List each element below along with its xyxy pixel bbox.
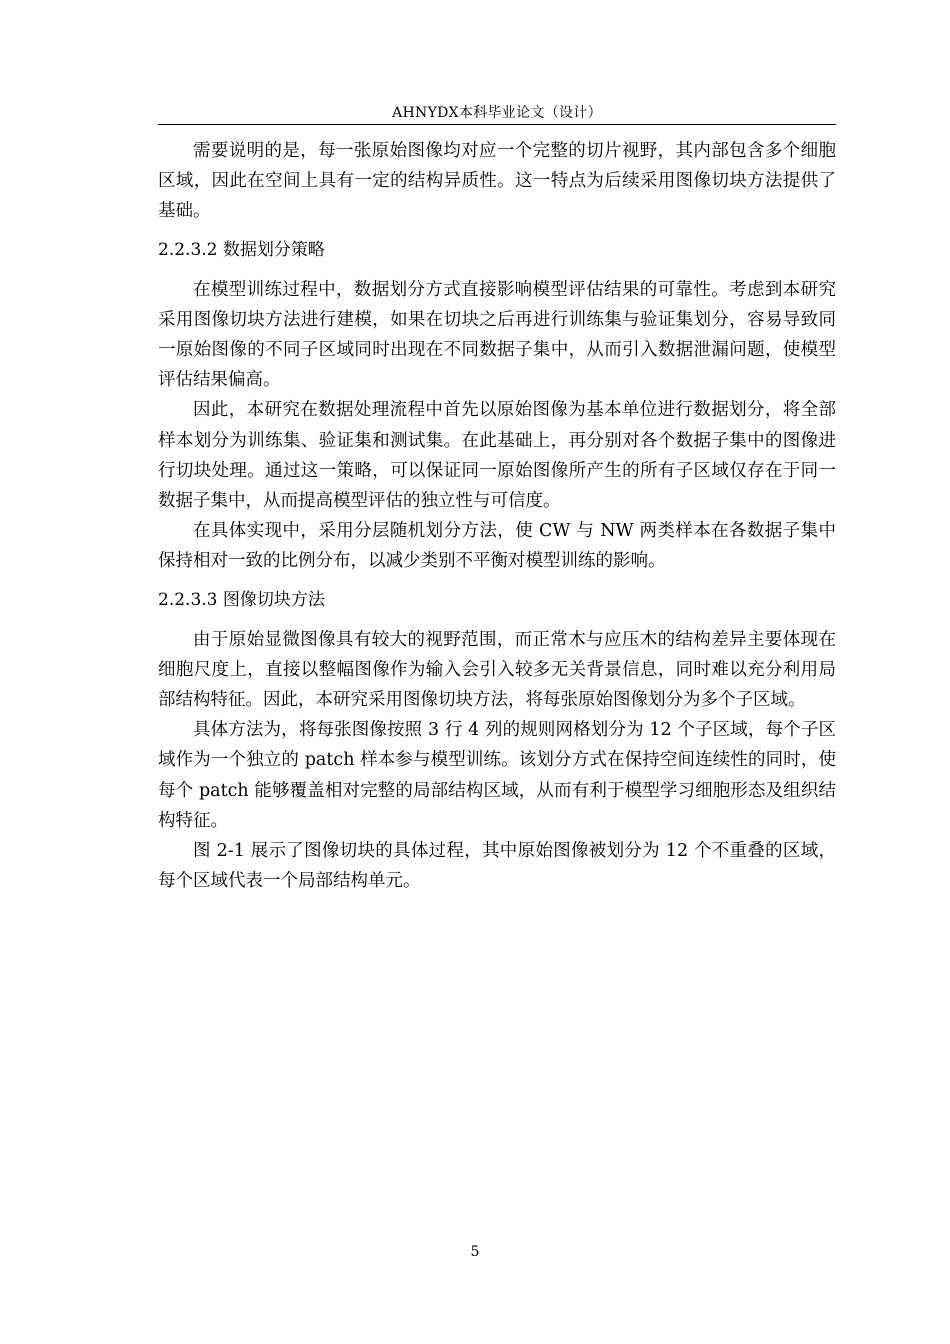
paragraph-patching-reason: 由于原始显微图像具有较大的视野范围，而正常木与应压木的结构差异主要体现在细胞尺度上，直接以整幅图像作为输入会引入较多无关背景信息，同时难以充分利用局部结构特征。因此，本研究采用图像切块方法，将每张原始图像划分为多个子区域。 [158,629,836,711]
paragraph-patching-method: 具体方法为，将每张图像按照 3 行 4 列的规则网格划分为 12 个子区域，每个子区域作为一个独立的 patch 样本参与模型训练。该划分方式在保持空间连续性的同时，使每个 patch 能够覆盖相对完整的局部结构区域，从而有利于模型学习细胞形态及组织结构特征。 [158,720,836,831]
paragraph-intro: 需要说明的是，每一张原始图像均对应一个完整的切片视野，其内部包含多个细胞区域，因此在空间上具有一定的结构异质性。这一特点为后续采用图像切块方法提供了基础。 [158,141,836,222]
paragraph-data-split-reason: 在模型训练过程中，数据划分方式直接影响模型评估结果的可靠性。考虑到本研究采用图像切块方法进行建模，如果在切块之后再进行训练集与验证集划分，容易导致同一原始图像的不同子区域同时出现在不同数据子集中，从而引入数据泄漏问题，使模型评估结果偏高。 [158,279,836,391]
body-content [158,136,836,896]
page-number: 5 [470,1244,480,1260]
paragraph-data-split-method: 因此，本研究在数据处理流程中首先以原始图像为基本单位进行数据划分，将全部样本划分为训练集、验证集和测试集。在此基础上，再分别对各个数据子集中的图像进行切块处理。通过这一策略，可以保证同一原始图像所产生的所有子区域仅存在于同一数据子集中，从而提高模型评估的独立性与可信度。 [158,400,836,512]
section-heading-data-split: 2.2.3.2 数据划分策略 [158,239,325,260]
section-heading-patching: 2.2.3.3 图像切块方法 [158,589,325,610]
paragraph-figure-reference: 图 2-1 展示了图像切块的具体过程，其中原始图像被划分为 12 个不重叠的区域，每个区域代表一个局部结构单元。 [158,841,836,892]
header-rule [158,124,836,125]
paragraph-stratified-split: 在具体实现中，采用分层随机划分方法，使 CW 与 NW 两类样本在各数据子集中保持相对一致的比例分布，以减少类别不平衡对模型训练的影响。 [158,521,836,572]
running-header: AHNYDX本科毕业论文（设计） [392,105,602,121]
